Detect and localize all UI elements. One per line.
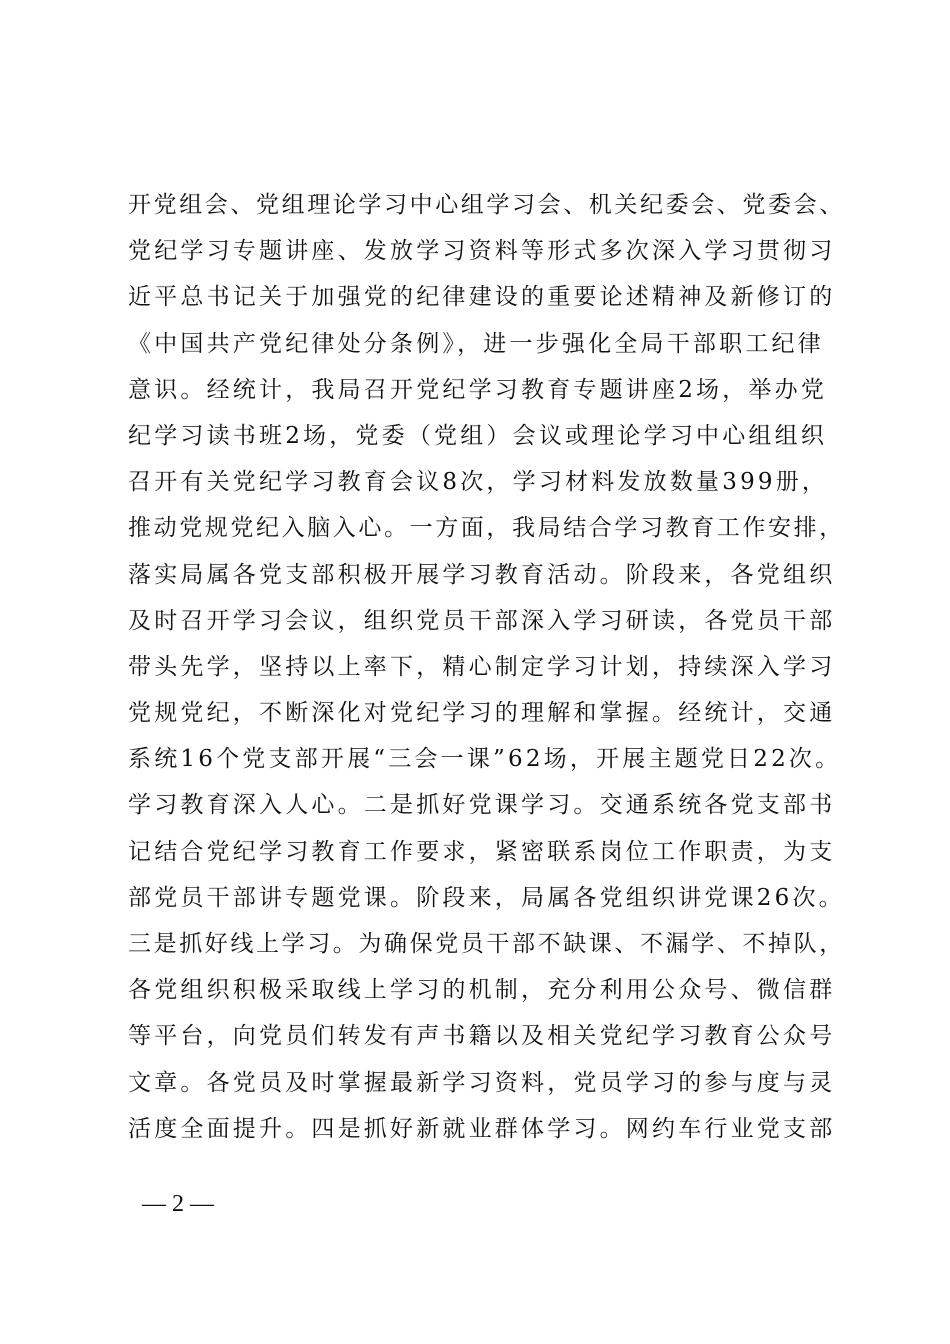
text-line: 纪学习读书班2场，党委（党组）会议或理论学习中心组组织 — [128, 422, 828, 449]
text-line: 党规党纪，不断深化对党纪学习的理解和掌握。经统计，交通 — [128, 700, 836, 727]
text-line: 及时召开学习会议，组织党员干部深入学习研读，各党员干部 — [128, 607, 836, 634]
text-line: 三是抓好线上学习。为确保党员干部不缺课、不漏学、不掉队， — [128, 931, 845, 957]
text-line: 活度全面提升。四是抓好新就业群体学习。网约车行业党支部 — [128, 1115, 836, 1142]
text-line: 近平总书记关于加强党的纪律建设的重要论述精神及新修订的 — [128, 284, 836, 311]
text-line: 《中国共产党纪律处分条例》，进一步强化全局干部职工纪律 — [128, 330, 824, 357]
text-line: 系统16个党支部开展“三会一课”62场，开展主题党日22次。 — [128, 746, 842, 773]
text-line: 记结合党纪学习教育工作要求，紧密联系岗位工作职责，为支 — [128, 838, 836, 865]
text-line: 落实局属各党支部积极开展学习教育活动。阶段来，各党组织 — [128, 561, 836, 588]
text-line: 各党组织积极采取线上学习的机制，充分利用公众号、微信群 — [128, 977, 836, 1004]
text-line: 推动党规党纪入脑入心。一方面，我局结合学习教育工作安排， — [128, 515, 845, 542]
text-line: 部党员干部讲专题党课。阶段来，局属各党组织讲党课26次。 — [128, 884, 845, 911]
text-line: 文章。各党员及时掌握最新学习资料，党员学习的参与度与灵 — [128, 1069, 836, 1096]
text-line: 带头先学，坚持以上率下，精心制定学习计划，持续深入学习 — [128, 653, 836, 680]
text-line: 学习教育深入人心。二是抓好党课学习。交通系统各党支部书 — [128, 792, 836, 819]
text-line: 召开有关党纪学习教育会议8次，学习材料发放数量399册， — [128, 469, 829, 496]
text-line: 等平台，向党员们转发有声书籍以及相关党纪学习教育公众号 — [128, 1023, 836, 1050]
page-number: — 2 — — [142, 1191, 214, 1217]
text-line: 开党组会、党组理论学习中心组学习会、机关纪委会、党委会、 — [128, 192, 845, 218]
text-line: 党纪学习专题讲座、发放学习资料等形式多次深入学习贯彻习 — [128, 238, 836, 265]
text-line: 意识。经统计，我局召开党纪学习教育专题讲座2场，举办党 — [128, 376, 828, 403]
body-paragraph — [128, 182, 848, 1152]
